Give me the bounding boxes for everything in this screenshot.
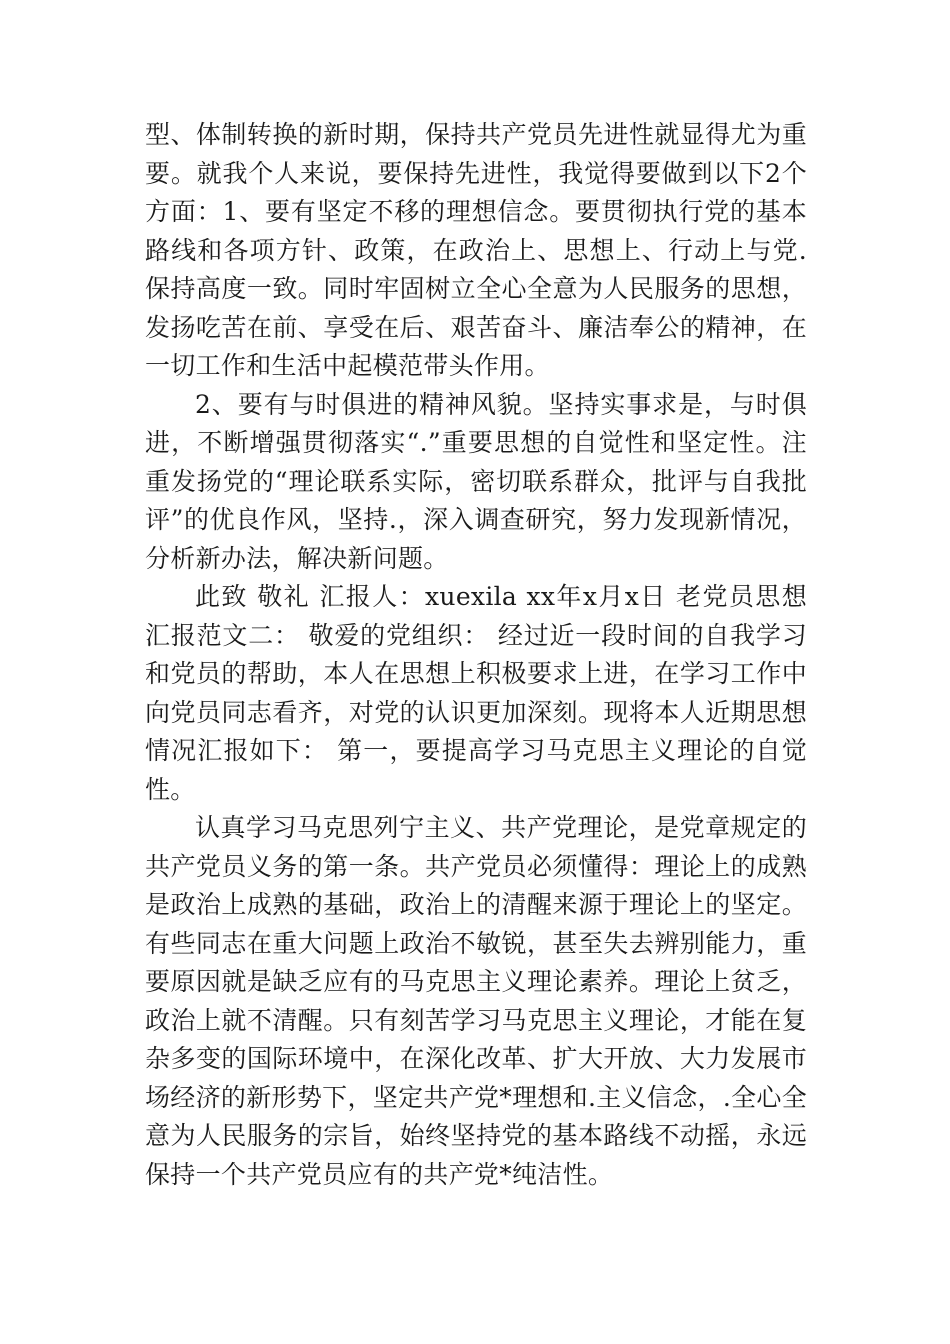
paragraph-closing-and-second-report: 此致 敬礼 汇报人：xuexila xx年x月x日 老党员思想汇报范文二： 敬爱的党组织： 经过近一段时间的自我学习和党员的帮助，本人在思想上积极要求上进，在学习工作中向党员同志看齐，对党的认识更加深刻。现将本人近期思想情况汇报如下： 第一，要提高学习马克思主义理论的自觉性。 xyxy=(145,582,807,804)
document-body xyxy=(145,116,807,1194)
paragraph-continued: 型、体制转换的新时期，保持共产党员先进性就显得尤为重要。就我个人来说，要保持先进性，我觉得要做到以下2个方面：1、要有坚定不移的理想信念。要贯彻执行党的基本路线和各项方针、政策，在政治上、思想上、行动上与党.保持高度一致。同时牢固树立全心全意为人民服务的思想，发扬吃苦在前、享受在后、艰苦奋斗、廉洁奉公的精神，在一切工作和生活中起模范带头作用。 xyxy=(145,120,807,380)
paragraph-theory-study: 认真学习马克思列宁主义、共产党理论，是党章规定的共产党员义务的第一条。共产党员必须懂得：理论上的成熟是政治上成熟的基础，政治上的清醒来源于理论上的坚定。有些同志在重大问题上政治不敏锐，甚至失去辨别能力，重要原因就是缺乏应有的马克思主义理论素养。理论上贫乏，政治上就不清醒。只有刻苦学习马克思主义理论，才能在复杂多变的国际环境中，在深化改革、扩大开放、大力发展市场经济的新形势下，坚定共产党*理想和.主义信念，.全心全意为人民服务的宗旨，始终坚持党的基本路线不动摇，永远保持一个共产党员应有的共产党*纯洁性。 xyxy=(145,813,807,1189)
paragraph-second-point: 2、要有与时俱进的精神风貌。坚持实事求是，与时俱进，不断增强贯彻落实“.”重要思想的自觉性和坚定性。注重发扬党的“理论联系实际，密切联系群众，批评与自我批评”的优良作风，坚持.，深入调查研究，努力发现新情况，分析新办法，解决新问题。 xyxy=(145,389,807,573)
